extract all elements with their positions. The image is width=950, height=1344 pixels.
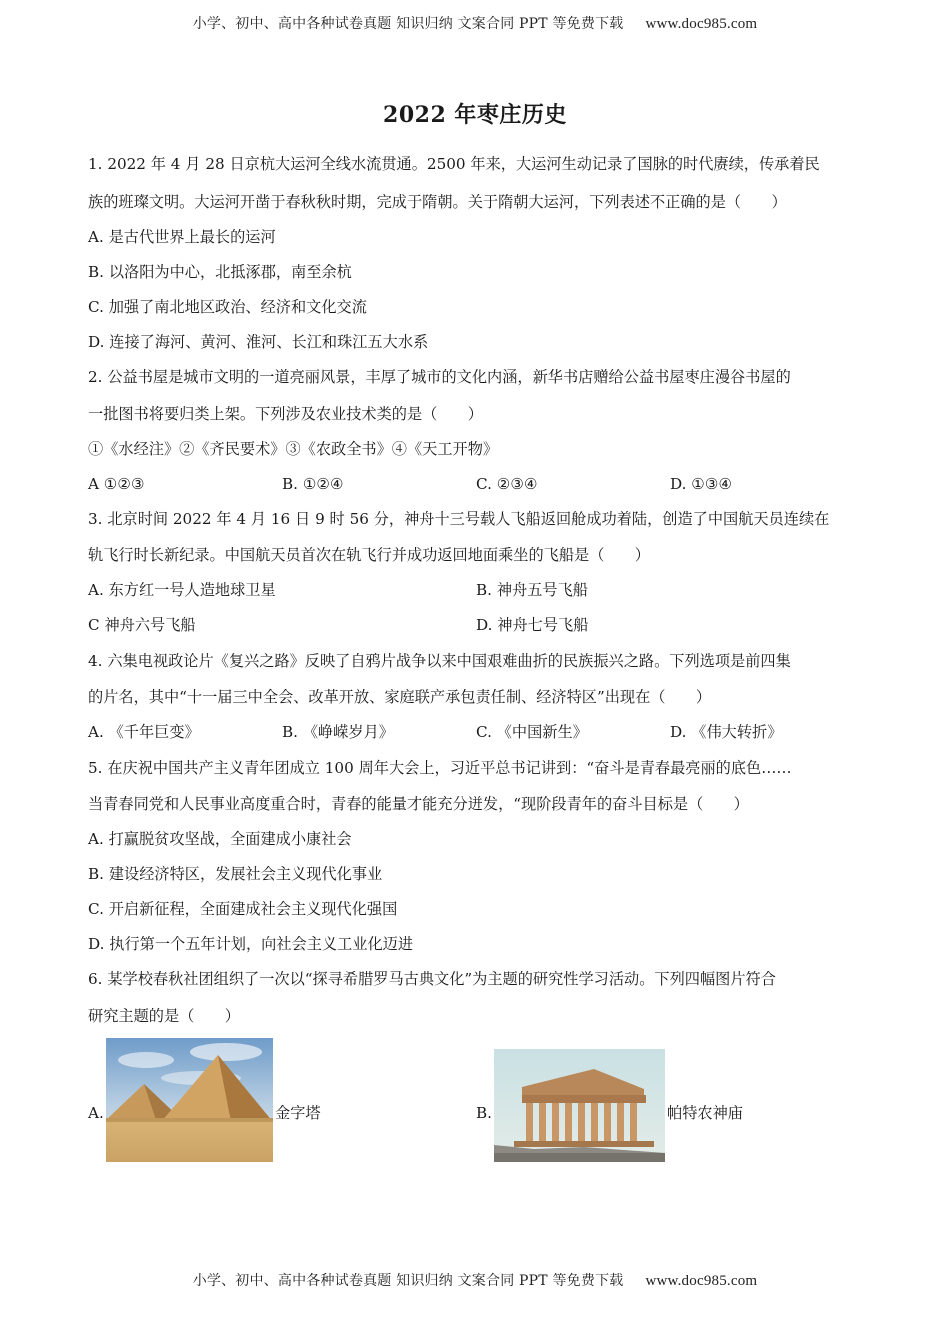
q2-option-b: B. ①②④ [282,475,344,493]
q1-option-d: D. 连接了海河、黄河、淮河、长江和珠江五大水系 [88,333,429,351]
header-site[interactable]: www.doc985.com [645,16,758,32]
q4-option-c: C. 《中国新生》 [476,723,588,741]
q1-option-c: C. 加强了南北地区政治、经济和文化交流 [88,298,367,316]
q5-stem-line-1: 5. 在庆祝中国共产主义青年团成立 100 周年大会上，习近平总书记讲到：“奋斗是青春最亮丽的底色…… [88,759,792,777]
q3-option-a: A. 东方红一号人造地球卫星 [88,581,276,599]
q2-stem-line-2: 一批图书将要归类上架。下列涉及农业技术类的是（ ） [88,405,483,423]
q3-option-b: B. 神舟五号飞船 [476,581,588,599]
q2-option-c: C. ②③④ [476,475,538,493]
pyramids-illustration [106,1038,273,1162]
q4-option-a: A. 《千年巨变》 [88,723,200,741]
q1-option-a: A. 是古代世界上最长的运河 [88,228,276,246]
parthenon-image [494,1049,665,1162]
q4-option-b: B. 《峥嵘岁月》 [282,723,394,741]
q6-option-b-caption: 帕特农神庙 [667,1104,743,1122]
q3-stem-line-2: 轨飞行时长新纪录。中国航天员首次在轨飞行并成功返回地面乘坐的飞船是（ ） [88,546,650,564]
q3-option-c: C 神舟六号飞船 [88,616,196,634]
q5-option-d: D. 执行第一个五年计划，向社会主义工业化迈进 [88,935,414,953]
q4-option-d: D. 《伟大转折》 [670,723,783,741]
q6-option-a-label: A. [88,1104,104,1122]
q3-stem-line-1: 3. 北京时间 2022 年 4 月 16 日 9 时 56 分，神舟十三号载人飞船返回舱成功着陆，创造了中国航天员连续在 [88,510,830,528]
q6-option-a-caption: 金字塔 [275,1104,321,1122]
footer-site[interactable]: www.doc985.com [645,1273,758,1289]
q2-option-a: A ①②③ [88,475,145,493]
q3-option-d: D. 神舟七号飞船 [476,616,589,634]
header-text: 小学、初中、高中各种试卷真题 知识归纳 文案合同 PPT 等免费下载 [192,16,624,32]
q2-stem-line-1: 2. 公益书屋是城市文明的一道亮丽风景，丰厚了城市的文化内涵，新华书店赠给公益书屋枣庄漫谷书屋的 [88,368,791,386]
page-header [0,13,950,33]
page-title: 2022 年枣庄历史 [383,102,567,128]
footer-text: 小学、初中、高中各种试卷真题 知识归纳 文案合同 PPT 等免费下载 [192,1273,624,1289]
q6-option-b-label: B. [476,1104,492,1122]
pyramids-image [106,1038,273,1162]
q4-stem-line-2: 的片名，其中“十一届三中全会、改革开放、家庭联产承包责任制、经济特区”出现在（ ） [88,688,712,706]
q6-stem-line-2: 研究主题的是（ ） [88,1007,240,1025]
q2-items: ①《水经注》②《齐民要术》③《农政全书》④《天工开物》 [88,440,499,458]
q6-stem-line-1: 6. 某学校春秋社团组织了一次以“探寻希腊罗马古典文化”为主题的研究性学习活动。下列四幅图片符合 [88,970,776,988]
parthenon-illustration [494,1049,665,1162]
q5-stem-line-2: 当青春同党和人民事业高度重合时，青春的能量才能充分迸发，“现阶段青年的奋斗目标是（ ） [88,795,749,813]
page-footer [0,1270,950,1290]
q4-stem-line-1: 4. 六集电视政论片《复兴之路》反映了自鸦片战争以来中国艰难曲折的民族振兴之路。下列选项是前四集 [88,652,791,670]
q5-option-b: B. 建设经济特区，发展社会主义现代化事业 [88,865,383,883]
q1-stem-line-1: 1. 2022 年 4 月 28 日京杭大运河全线水流贯通。2500 年来，大运河生动记录了国脉的时代赓续，传承着民 [88,155,820,173]
q5-option-c: C. 开启新征程，全面建成社会主义现代化强国 [88,900,398,918]
q1-option-b: B. 以洛阳为中心，北抵涿郡，南至余杭 [88,263,352,281]
q5-option-a: A. 打赢脱贫攻坚战，全面建成小康社会 [88,830,352,848]
q1-stem-line-2: 族的班璨文明。大运河开凿于春秋秋时期，完成于隋朝。关于隋朝大运河，下列表述不正确的是（ ） [88,193,787,211]
q2-option-d: D. ①③④ [670,475,733,493]
